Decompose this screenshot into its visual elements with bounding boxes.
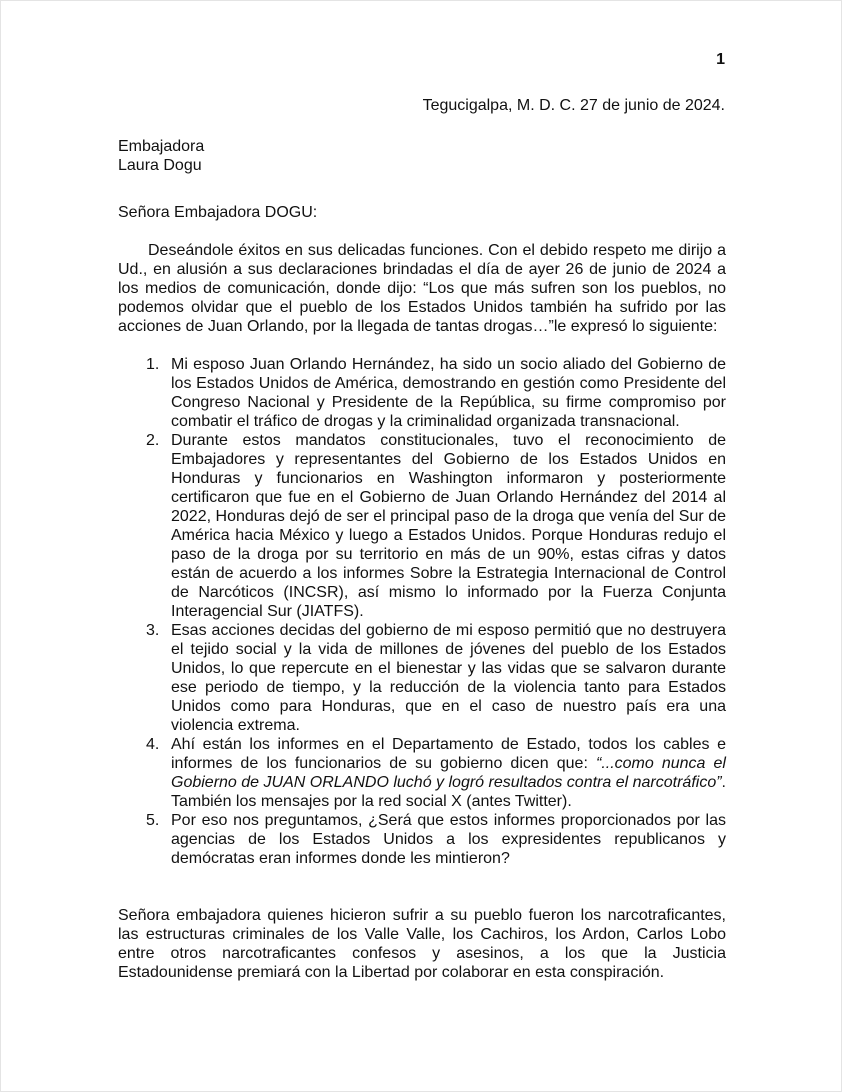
list-item-quote: “...como nunca el Gobierno de JUAN ORLANDO luchó y logró resultados contra el narcotráfico”	[171, 755, 726, 791]
recipient-title: Embajadora	[118, 138, 205, 155]
closing-paragraph: Señora embajadora quienes hicieron sufrir a su pueblo fueron los narcotraficantes, las estructuras criminales de los Valle Valle, los Cachiros, los Ardon, Carlos Lobo entre otros narcotraficantes confesos y asesinos, a los que la Justicia Estadounidense premiará con la Libertad por colaborar en esta conspiración.	[118, 907, 726, 981]
recipient-block	[118, 137, 726, 175]
intro-paragraph: Deseándole éxitos en sus delicadas funciones. Con el debido respeto me dirijo a Ud., en alusión a sus declaraciones brindadas el día de ayer 26 de junio de 2024 a los medios de comunicación, donde dijo: “Los que más sufren son los pueblos, no podemos olvidar que el pueblo de los Estados Unidos también ha sufrido por las acciones de Juan Orlando, por la llegada de tantas drogas…”le expresó lo siguiente:	[118, 242, 726, 335]
list-item-text-after: . También los mensajes por la red social X (antes Twitter).	[171, 774, 726, 810]
list-item-number: 4.	[146, 736, 160, 753]
list-item-text: Durante estos mandatos constitucionales, tuvo el reconocimiento de Embajadores y representantes del Gobierno de los Estados Unidos en Honduras y funcionarios en Washington informaron y posteriormente certificaron que fue en el Gobierno de Juan Orlando Hernández del 2014 al 2022, Honduras dejó de ser el principal paso de la droga que venía del Sur de América hacia México y luego a Estados Unidos. Porque Honduras redujo el paso de la droga por su territorio en más de un 90%, estas cifras y datos están de acuerdo a los informes Sobre la Estrategia Internacional de Control de Narcóticos (INCSR), así mismo lo informado por la Fuerza Conjunta Interagencial Sur (JIATFS).	[171, 432, 726, 620]
points-list	[118, 355, 726, 868]
list-item-text: Esas acciones decidas del gobierno de mi esposo permitió que no destruyera el tejido social y la vida de millones de jóvenes del pueblo de los Estados Unidos, lo que repercute en el bienestar y las vidas que se salvaron durante ese periodo de tiempo, y la reducción de la violencia tanto para Estados Unidos como para Honduras, que en el caso de nuestro país era una violencia extrema.	[171, 622, 726, 734]
place-date: Tegucigalpa, M. D. C. 27 de junio de 2024.	[422, 97, 725, 114]
list-item-text: Mi esposo Juan Orlando Hernández, ha sido un socio aliado del Gobierno de los Estados Unidos de América, demostrando en gestión como Presidente del Congreso Nacional y Presidente de la República, su firme compromiso por combatir el tráfico de drogas y la criminalidad organizada transnacional.	[171, 356, 726, 430]
letter-body	[118, 137, 726, 982]
page-number: 1	[716, 51, 725, 68]
list-item	[146, 431, 726, 621]
list-item-number: 2.	[146, 432, 160, 449]
list-item	[146, 811, 726, 868]
list-item-number: 5.	[146, 812, 160, 829]
list-item	[146, 621, 726, 735]
list-item-number: 1.	[146, 356, 160, 373]
list-item-number: 3.	[146, 622, 160, 639]
salutation: Señora Embajadora DOGU:	[118, 204, 318, 221]
list-item	[146, 735, 726, 811]
list-item-text: Por eso nos preguntamos, ¿Será que estos informes proporcionados por las agencias de los Estados Unidos a los expresidentes republicanos y demócratas eran informes donde les mintieron?	[171, 812, 726, 867]
list-item	[146, 355, 726, 431]
list-item-text: Ahí están los informes en el Departamento de Estado, todos los cables e informes de los funcionarios de su gobierno dicen que:	[171, 736, 726, 772]
recipient-name: Laura Dogu	[118, 157, 202, 174]
